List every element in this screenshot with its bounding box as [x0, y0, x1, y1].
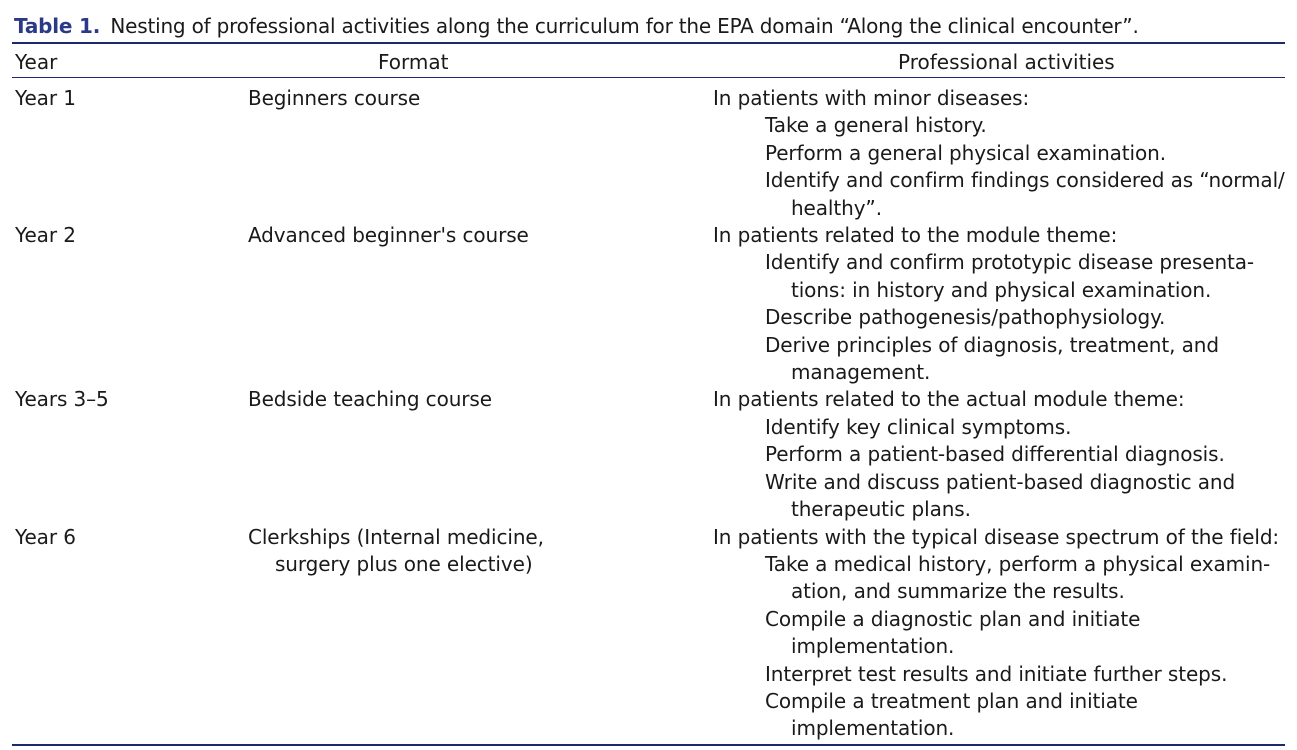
- activity-item: Take a medical history, perform a physical examin- ation, and summarize the results.: [764, 551, 1271, 604]
- table-row: [15, 222, 1297, 386]
- activity-item: Perform a patient-based differential diagnosis.: [764, 442, 1225, 467]
- activity-item: Compile a treatment plan and initiate implementation.: [764, 688, 1138, 741]
- activities-cell: [713, 222, 1297, 386]
- activity-item: Compile a diagnostic plan and initiate implementation.: [764, 606, 1141, 659]
- year-cell: Years 3–5: [15, 387, 109, 412]
- format-cell: [248, 524, 713, 743]
- header-year: Year: [15, 50, 58, 74]
- activities-intro: In patients related to the actual module theme:: [712, 387, 1185, 412]
- activity-item: Describe pathogenesis/pathophysiology.: [764, 305, 1166, 330]
- table-row: [15, 524, 1297, 743]
- activity-item: Identify key clinical symptoms.: [764, 414, 1072, 439]
- activity-item: Identify and confirm prototypic disease presenta- tions: in history and physical examination.: [764, 250, 1255, 302]
- activities-intro: In patients with the typical disease spectrum of the field:: [712, 524, 1280, 549]
- table-bottom-rule: [12, 744, 1285, 746]
- header-format: Format: [378, 50, 449, 74]
- activities-cell: [713, 524, 1297, 743]
- format-line: Clerkships (Internal medicine,: [247, 524, 544, 549]
- activity-item: Take a general history.: [764, 113, 987, 138]
- format-cell: [248, 386, 713, 523]
- activity-item: Interpret test results and initiate further steps.: [764, 661, 1228, 686]
- format-line: Advanced beginner's course: [247, 223, 529, 248]
- activity-item: Identify and confirm findings considered as “normal/ healthy”.: [764, 168, 1285, 220]
- table-row: [15, 386, 1297, 523]
- table-caption: [14, 12, 1139, 40]
- format-line: Bedside teaching course: [247, 387, 492, 412]
- format-cell: [248, 222, 713, 386]
- activities-intro: In patients related to the module theme:: [712, 223, 1118, 248]
- activity-item: Perform a general physical examination.: [764, 140, 1166, 165]
- activities-intro: In patients with minor diseases:: [712, 86, 1030, 110]
- activity-item: Write and discuss patient-based diagnostic and therapeutic plans.: [764, 469, 1236, 522]
- table-header-rule: [12, 77, 1285, 78]
- year-cell: Year 1: [15, 86, 76, 110]
- table-caption-text: Nesting of professional activities along the curriculum for the EPA domain “Along the clinical encounter”.: [110, 14, 1139, 38]
- table-body: [15, 85, 1297, 743]
- table-row: [15, 85, 1297, 222]
- format-line: Beginners course: [247, 86, 421, 110]
- year-cell: Year 2: [15, 223, 76, 248]
- activities-cell: [713, 85, 1297, 222]
- table-label: Table 1.: [14, 14, 101, 38]
- activity-item: Derive principles of diagnosis, treatment, and management.: [764, 332, 1219, 385]
- header-professional-activities: Professional activities: [898, 50, 1115, 74]
- format-line: surgery plus one elective): [274, 551, 533, 576]
- format-cell: [248, 85, 713, 222]
- activities-cell: [713, 386, 1297, 523]
- year-cell: Year 6: [15, 524, 76, 549]
- table-top-rule: [12, 42, 1285, 44]
- curriculum-table: [15, 85, 1297, 743]
